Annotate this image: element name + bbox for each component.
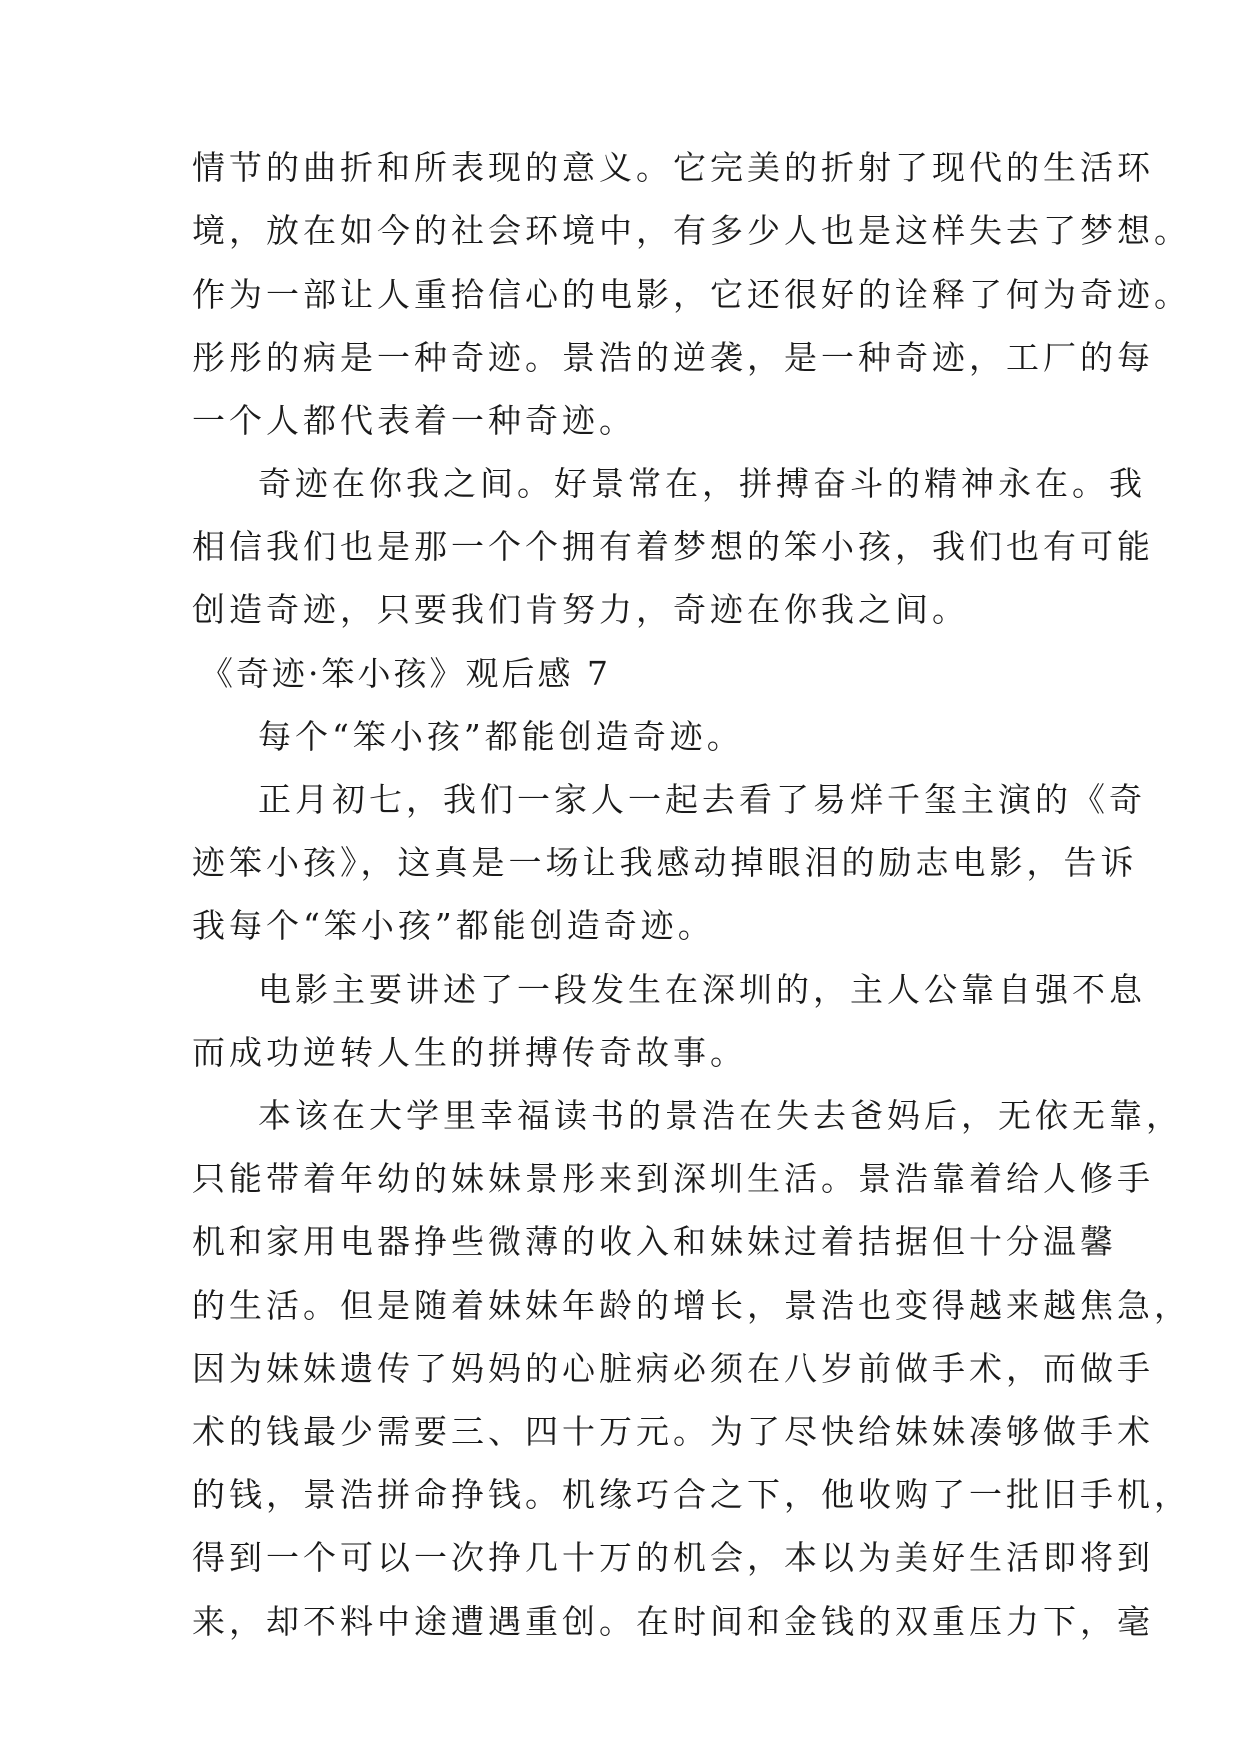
text-line: 迹笨小孩》，这真是一场让我感动掉眼泪的励志电影，告诉 xyxy=(192,843,1138,882)
text-line: 情节的曲折和所表现的意义。它完美的折射了现代的生活环 xyxy=(192,148,1154,187)
text-line: 术的钱最少需要三、四十万元。为了尽快给妹妹凑够做手术 xyxy=(192,1412,1154,1451)
paragraph-start: 正月初七，我们一家人一起去看了易烊千玺主演的《奇 xyxy=(258,780,1146,819)
text-line: 因为妹妹遗传了妈妈的心脏病必须在八岁前做手术，而做手 xyxy=(192,1349,1154,1388)
section-heading: 《奇迹·笨小孩》观后感 7 xyxy=(200,654,611,693)
text-line: 彤彤的病是一种奇迹。景浩的逆袭，是一种奇迹，工厂的每 xyxy=(192,338,1154,377)
text-line: 作为一部让人重拾信心的电影，它还很好的诠释了何为奇迹。 xyxy=(192,275,1191,314)
text-line: 的钱，景浩拼命挣钱。机缘巧合之下，他收购了一批旧手机， xyxy=(192,1475,1191,1514)
paragraph-start: 每个“笨小孩”都能创造奇迹。 xyxy=(258,717,744,756)
text-line: 来，却不料中途遭遇重创。在时间和金钱的双重压力下，毫 xyxy=(192,1602,1154,1641)
text-line: 相信我们也是那一个个拥有着梦想的笨小孩，我们也有可能 xyxy=(192,527,1154,566)
text-line: 只能带着年幼的妹妹景彤来到深圳生活。景浩靠着给人修手 xyxy=(192,1159,1154,1198)
text-line: 一个人都代表着一种奇迹。 xyxy=(192,401,636,440)
text-line: 创造奇迹，只要我们肯努力，奇迹在你我之间。 xyxy=(192,590,969,629)
text-line: 而成功逆转人生的拼搏传奇故事。 xyxy=(192,1033,747,1072)
paragraph-start: 电影主要讲述了一段发生在深圳的，主人公靠自强不息 xyxy=(258,970,1146,1009)
text-line: 的生活。但是随着妹妹年龄的增长，景浩也变得越来越焦急， xyxy=(192,1286,1191,1325)
text-line: 得到一个可以一次挣几十万的机会，本以为美好生活即将到 xyxy=(192,1538,1154,1577)
paragraph-start: 奇迹在你我之间。好景常在，拼搏奋斗的精神永在。我 xyxy=(258,464,1146,503)
text-line: 我每个“笨小孩”都能创造奇迹。 xyxy=(192,906,715,945)
paragraph-start: 本该在大学里幸福读书的景浩在失去爸妈后，无依无靠， xyxy=(258,1096,1183,1135)
text-line: 机和家用电器挣些微薄的收入和妹妹过着拮据但十分温馨 xyxy=(192,1222,1117,1261)
text-line: 境，放在如今的社会环境中，有多少人也是这样失去了梦想。 xyxy=(192,211,1191,250)
